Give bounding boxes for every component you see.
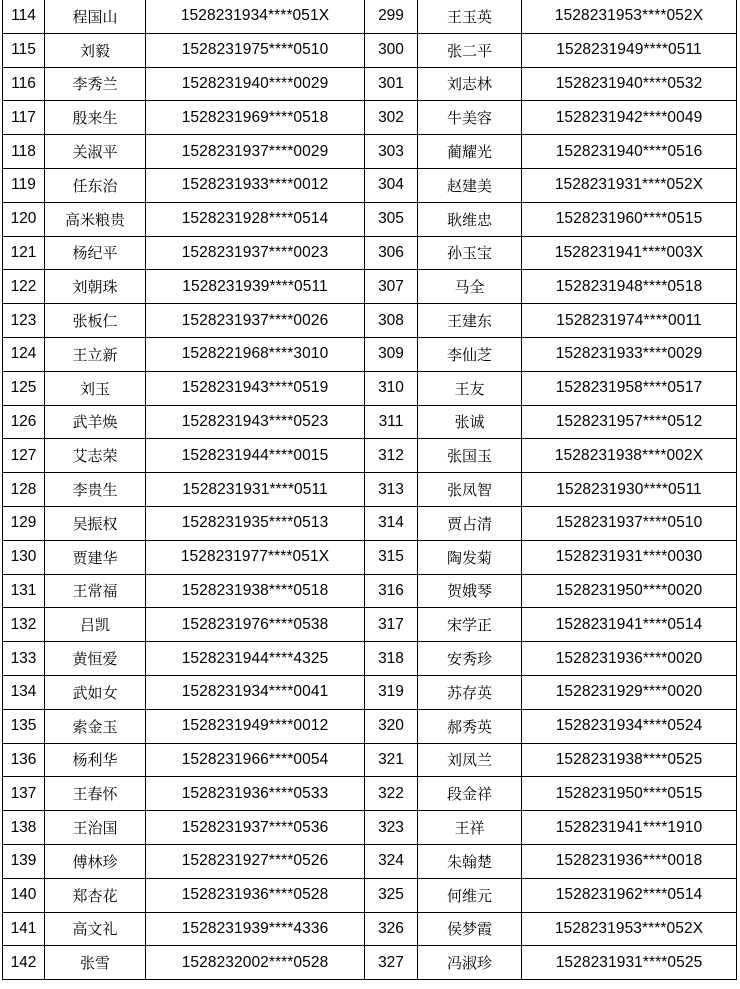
left-entry-number: 123 xyxy=(3,304,45,338)
left-entry-name: 王立新 xyxy=(45,337,146,371)
left-entry-number: 126 xyxy=(3,405,45,439)
left-entry-number: 119 xyxy=(3,168,45,202)
right-entry-id-number: 1528231948****0518 xyxy=(522,270,737,304)
right-entry-id-number: 1528231931****0030 xyxy=(522,540,737,574)
right-entry-id-number: 1528231942****0049 xyxy=(522,101,737,135)
right-entry-number: 317 xyxy=(365,608,418,642)
right-entry-name: 张诚 xyxy=(418,405,522,439)
right-entry-number: 305 xyxy=(365,202,418,236)
left-entry-number: 141 xyxy=(3,912,45,946)
right-entry-name: 王祥 xyxy=(418,811,522,845)
left-entry-id-number: 1528231935****0513 xyxy=(146,506,365,540)
table-row xyxy=(3,811,737,845)
right-entry-id-number: 1528231953****052X xyxy=(522,912,737,946)
left-entry-number: 137 xyxy=(3,777,45,811)
left-entry-number: 133 xyxy=(3,642,45,676)
right-entry-number: 325 xyxy=(365,878,418,912)
table-row xyxy=(3,473,737,507)
table-row xyxy=(3,101,737,135)
right-entry-name: 朱翰楚 xyxy=(418,844,522,878)
table-row xyxy=(3,33,737,67)
right-entry-id-number: 1528231941****003X xyxy=(522,236,737,270)
table-row xyxy=(3,506,737,540)
right-entry-id-number: 1528231962****0514 xyxy=(522,878,737,912)
left-entry-number: 130 xyxy=(3,540,45,574)
right-entry-name: 贾占清 xyxy=(418,506,522,540)
right-entry-id-number: 1528231936****0020 xyxy=(522,642,737,676)
right-entry-name: 苏存英 xyxy=(418,675,522,709)
left-entry-id-number: 1528231940****0029 xyxy=(146,67,365,101)
right-entry-name: 赵建美 xyxy=(418,168,522,202)
table-row xyxy=(3,270,737,304)
table-row xyxy=(3,202,737,236)
right-entry-id-number: 1528231930****0511 xyxy=(522,473,737,507)
table-row xyxy=(3,67,737,101)
left-entry-name: 武羊焕 xyxy=(45,405,146,439)
right-entry-name: 段金祥 xyxy=(418,777,522,811)
right-entry-id-number: 1528231929****0020 xyxy=(522,675,737,709)
left-entry-name: 武如女 xyxy=(45,675,146,709)
right-entry-name: 耿维忠 xyxy=(418,202,522,236)
right-entry-name: 安秀珍 xyxy=(418,642,522,676)
right-entry-id-number: 1528231941****1910 xyxy=(522,811,737,845)
left-entry-id-number: 1528231934****051X xyxy=(146,0,365,33)
right-entry-number: 308 xyxy=(365,304,418,338)
left-entry-number: 125 xyxy=(3,371,45,405)
right-entry-name: 蔺耀光 xyxy=(418,135,522,169)
right-entry-name: 刘志林 xyxy=(418,67,522,101)
table-row xyxy=(3,878,737,912)
right-entry-id-number: 1528231957****0512 xyxy=(522,405,737,439)
left-entry-id-number: 1528221968****3010 xyxy=(146,337,365,371)
table-row xyxy=(3,574,737,608)
left-entry-id-number: 1528232002****0528 xyxy=(146,946,365,980)
right-entry-name: 张凤智 xyxy=(418,473,522,507)
table-row xyxy=(3,439,737,473)
right-entry-name: 侯梦霞 xyxy=(418,912,522,946)
right-entry-name: 王友 xyxy=(418,371,522,405)
right-entry-name: 王玉英 xyxy=(418,0,522,33)
right-entry-number: 309 xyxy=(365,337,418,371)
table-row xyxy=(3,946,737,980)
left-entry-id-number: 1528231975****0510 xyxy=(146,33,365,67)
left-entry-id-number: 1528231944****0015 xyxy=(146,439,365,473)
left-entry-number: 120 xyxy=(3,202,45,236)
left-entry-number: 138 xyxy=(3,811,45,845)
left-entry-id-number: 1528231936****0528 xyxy=(146,878,365,912)
left-entry-number: 121 xyxy=(3,236,45,270)
right-entry-number: 301 xyxy=(365,67,418,101)
table-row xyxy=(3,304,737,338)
left-entry-id-number: 1528231966****0054 xyxy=(146,743,365,777)
left-entry-number: 114 xyxy=(3,0,45,33)
table-row xyxy=(3,675,737,709)
left-entry-name: 程国山 xyxy=(45,0,146,33)
left-entry-name: 殷来生 xyxy=(45,101,146,135)
table-row xyxy=(3,709,737,743)
left-entry-id-number: 1528231934****0041 xyxy=(146,675,365,709)
left-entry-number: 142 xyxy=(3,946,45,980)
left-entry-number: 129 xyxy=(3,506,45,540)
right-entry-number: 322 xyxy=(365,777,418,811)
left-entry-name: 王治国 xyxy=(45,811,146,845)
right-entry-number: 300 xyxy=(365,33,418,67)
left-entry-id-number: 1528231931****0511 xyxy=(146,473,365,507)
right-entry-id-number: 1528231931****0525 xyxy=(522,946,737,980)
right-entry-id-number: 1528231936****0018 xyxy=(522,844,737,878)
right-entry-name: 马全 xyxy=(418,270,522,304)
left-entry-id-number: 1528231944****4325 xyxy=(146,642,365,676)
right-entry-number: 312 xyxy=(365,439,418,473)
left-entry-id-number: 1528231943****0519 xyxy=(146,371,365,405)
left-entry-name: 杨利华 xyxy=(45,743,146,777)
left-entry-name: 任东治 xyxy=(45,168,146,202)
right-entry-number: 323 xyxy=(365,811,418,845)
left-entry-number: 134 xyxy=(3,675,45,709)
right-entry-id-number: 1528231938****0525 xyxy=(522,743,737,777)
table-row xyxy=(3,405,737,439)
left-entry-number: 132 xyxy=(3,608,45,642)
right-entry-number: 316 xyxy=(365,574,418,608)
table-row xyxy=(3,608,737,642)
left-entry-number: 124 xyxy=(3,337,45,371)
right-entry-id-number: 1528231940****0532 xyxy=(522,67,737,101)
right-entry-number: 327 xyxy=(365,946,418,980)
table-row xyxy=(3,135,737,169)
table-row xyxy=(3,371,737,405)
right-entry-number: 302 xyxy=(365,101,418,135)
roster-body xyxy=(3,0,737,980)
left-entry-name: 吕凯 xyxy=(45,608,146,642)
left-entry-id-number: 1528231933****0012 xyxy=(146,168,365,202)
right-entry-number: 318 xyxy=(365,642,418,676)
right-entry-name: 贺娥琴 xyxy=(418,574,522,608)
roster-table xyxy=(2,0,737,980)
right-entry-id-number: 1528231958****0517 xyxy=(522,371,737,405)
right-entry-number: 299 xyxy=(365,0,418,33)
left-entry-name: 刘朝珠 xyxy=(45,270,146,304)
left-entry-number: 115 xyxy=(3,33,45,67)
table-row xyxy=(3,777,737,811)
right-entry-name: 陶发菊 xyxy=(418,540,522,574)
right-entry-name: 张国玉 xyxy=(418,439,522,473)
left-entry-name: 索金玉 xyxy=(45,709,146,743)
left-entry-id-number: 1528231937****0536 xyxy=(146,811,365,845)
right-entry-number: 304 xyxy=(365,168,418,202)
left-entry-number: 135 xyxy=(3,709,45,743)
right-entry-id-number: 1528231933****0029 xyxy=(522,337,737,371)
left-entry-number: 128 xyxy=(3,473,45,507)
right-entry-number: 314 xyxy=(365,506,418,540)
left-entry-name: 刘毅 xyxy=(45,33,146,67)
left-entry-number: 136 xyxy=(3,743,45,777)
right-entry-number: 319 xyxy=(365,675,418,709)
left-entry-name: 关淑平 xyxy=(45,135,146,169)
table-row xyxy=(3,743,737,777)
table-row xyxy=(3,642,737,676)
right-entry-name: 牛美容 xyxy=(418,101,522,135)
right-entry-number: 313 xyxy=(365,473,418,507)
left-entry-name: 艾志荣 xyxy=(45,439,146,473)
left-entry-id-number: 1528231937****0023 xyxy=(146,236,365,270)
left-entry-name: 高文礼 xyxy=(45,912,146,946)
left-entry-number: 127 xyxy=(3,439,45,473)
right-entry-number: 310 xyxy=(365,371,418,405)
right-entry-id-number: 1528231941****0514 xyxy=(522,608,737,642)
left-entry-name: 李贵生 xyxy=(45,473,146,507)
right-entry-number: 326 xyxy=(365,912,418,946)
left-entry-id-number: 1528231969****0518 xyxy=(146,101,365,135)
right-entry-name: 孙玉宝 xyxy=(418,236,522,270)
right-entry-id-number: 1528231931****052X xyxy=(522,168,737,202)
left-entry-name: 李秀兰 xyxy=(45,67,146,101)
left-entry-name: 郑杏花 xyxy=(45,878,146,912)
left-entry-id-number: 1528231976****0538 xyxy=(146,608,365,642)
left-entry-id-number: 1528231927****0526 xyxy=(146,844,365,878)
left-entry-name: 黄恒爱 xyxy=(45,642,146,676)
right-entry-id-number: 1528231950****0020 xyxy=(522,574,737,608)
table-row xyxy=(3,236,737,270)
right-entry-name: 郝秀英 xyxy=(418,709,522,743)
table-row xyxy=(3,337,737,371)
left-entry-id-number: 1528231937****0026 xyxy=(146,304,365,338)
right-entry-id-number: 1528231937****0510 xyxy=(522,506,737,540)
left-entry-number: 139 xyxy=(3,844,45,878)
right-entry-number: 307 xyxy=(365,270,418,304)
left-entry-id-number: 1528231949****0012 xyxy=(146,709,365,743)
left-entry-id-number: 1528231939****0511 xyxy=(146,270,365,304)
left-entry-number: 140 xyxy=(3,878,45,912)
right-entry-number: 315 xyxy=(365,540,418,574)
left-entry-number: 118 xyxy=(3,135,45,169)
left-entry-id-number: 1528231943****0523 xyxy=(146,405,365,439)
table-row xyxy=(3,540,737,574)
left-entry-name: 吴振权 xyxy=(45,506,146,540)
table-row xyxy=(3,168,737,202)
right-entry-number: 311 xyxy=(365,405,418,439)
right-entry-id-number: 1528231934****0524 xyxy=(522,709,737,743)
right-entry-number: 324 xyxy=(365,844,418,878)
left-entry-name: 杨纪平 xyxy=(45,236,146,270)
left-entry-id-number: 1528231936****0533 xyxy=(146,777,365,811)
left-entry-name: 刘玉 xyxy=(45,371,146,405)
right-entry-number: 303 xyxy=(365,135,418,169)
right-entry-id-number: 1528231938****002X xyxy=(522,439,737,473)
right-entry-name: 冯淑珍 xyxy=(418,946,522,980)
left-entry-name: 高米粮贵 xyxy=(45,202,146,236)
left-entry-name: 贾建华 xyxy=(45,540,146,574)
left-entry-number: 117 xyxy=(3,101,45,135)
left-entry-id-number: 1528231977****051X xyxy=(146,540,365,574)
right-entry-name: 张二平 xyxy=(418,33,522,67)
left-entry-id-number: 1528231928****0514 xyxy=(146,202,365,236)
left-entry-number: 122 xyxy=(3,270,45,304)
right-entry-number: 306 xyxy=(365,236,418,270)
left-entry-id-number: 1528231938****0518 xyxy=(146,574,365,608)
right-entry-name: 王建东 xyxy=(418,304,522,338)
left-entry-name: 张板仁 xyxy=(45,304,146,338)
right-entry-id-number: 1528231950****0515 xyxy=(522,777,737,811)
right-entry-name: 宋学正 xyxy=(418,608,522,642)
left-entry-name: 张雪 xyxy=(45,946,146,980)
left-entry-name: 王春怀 xyxy=(45,777,146,811)
table-row xyxy=(3,844,737,878)
right-entry-name: 何维元 xyxy=(418,878,522,912)
right-entry-number: 320 xyxy=(365,709,418,743)
left-entry-name: 傅林珍 xyxy=(45,844,146,878)
left-entry-number: 116 xyxy=(3,67,45,101)
left-entry-name: 王常福 xyxy=(45,574,146,608)
table-row xyxy=(3,912,737,946)
right-entry-id-number: 1528231940****0516 xyxy=(522,135,737,169)
left-entry-id-number: 1528231937****0029 xyxy=(146,135,365,169)
right-entry-name: 刘凤兰 xyxy=(418,743,522,777)
right-entry-id-number: 1528231974****0011 xyxy=(522,304,737,338)
right-entry-id-number: 1528231953****052X xyxy=(522,0,737,33)
left-entry-id-number: 1528231939****4336 xyxy=(146,912,365,946)
right-entry-number: 321 xyxy=(365,743,418,777)
table-row xyxy=(3,0,737,33)
right-entry-id-number: 1528231949****0511 xyxy=(522,33,737,67)
left-entry-number: 131 xyxy=(3,574,45,608)
right-entry-name: 李仙芝 xyxy=(418,337,522,371)
right-entry-id-number: 1528231960****0515 xyxy=(522,202,737,236)
